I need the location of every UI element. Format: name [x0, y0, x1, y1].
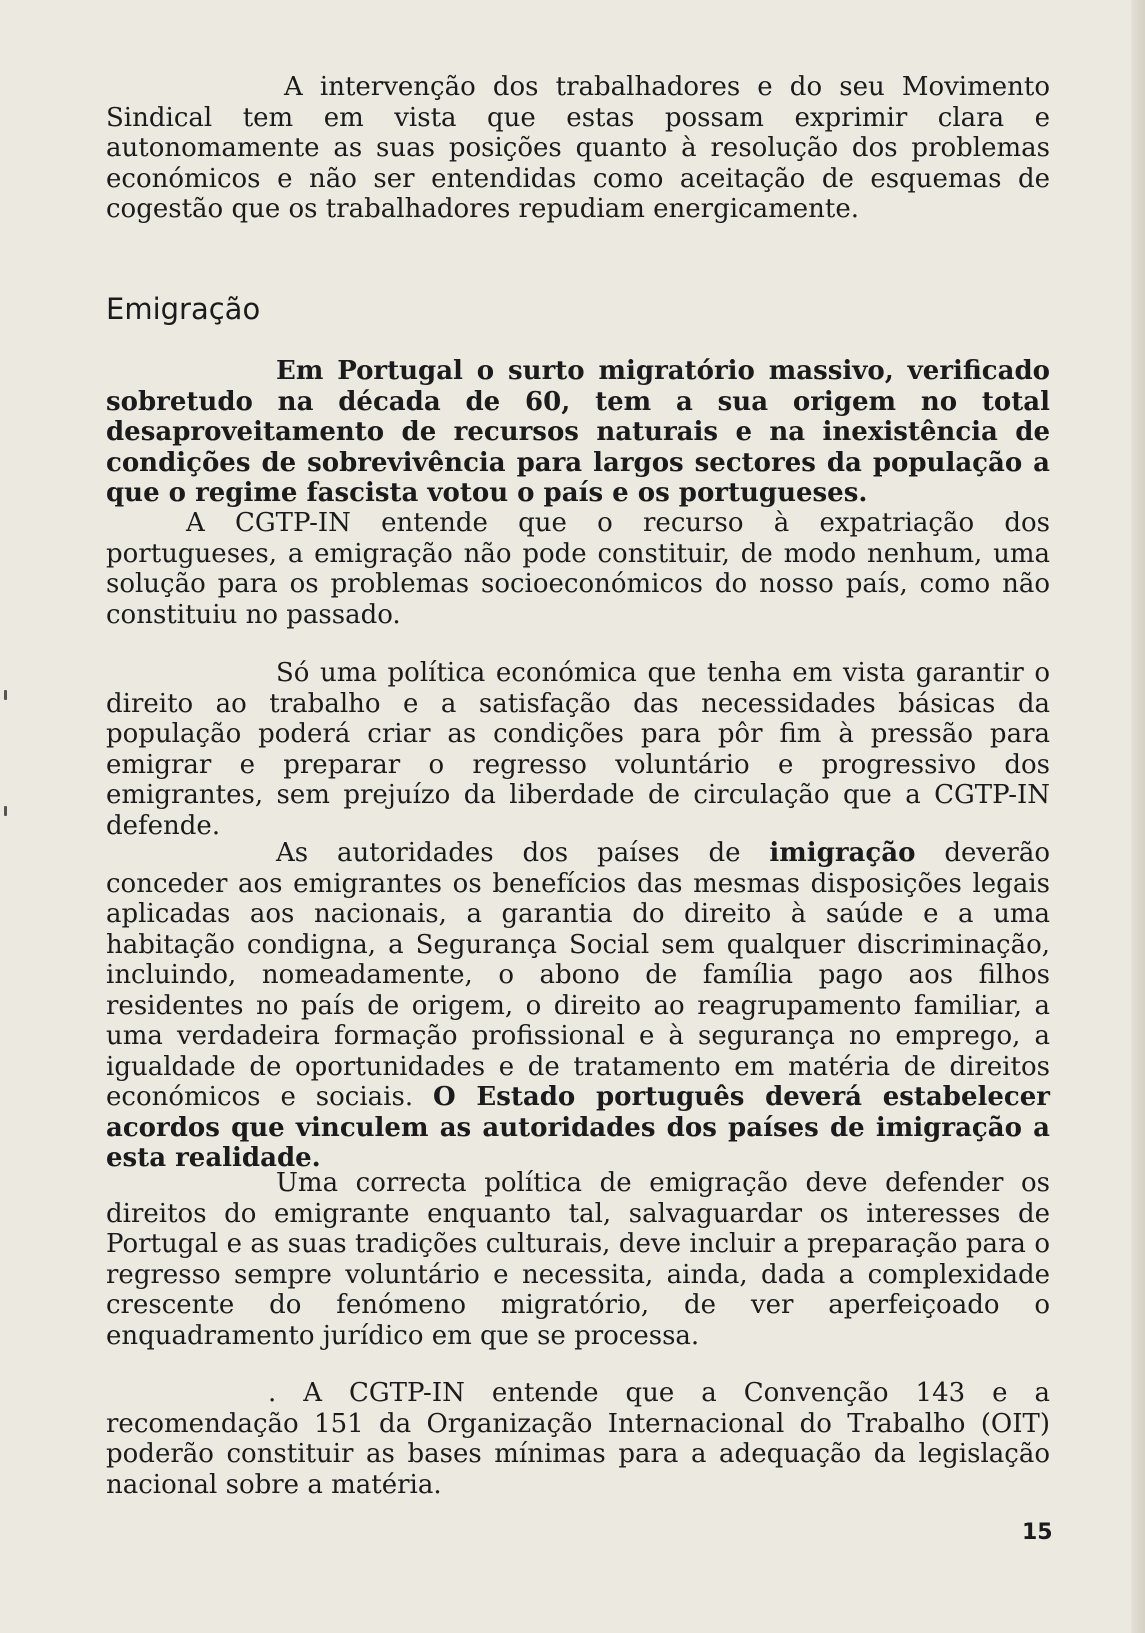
- paragraph-convencao: . A CGTP-IN entende que a Convenção 143 e a recomendação 151 da Organização Internacional do Trabalho (OIT) poderão constituir as bases mínimas para a adequação da legislação nacional sobre a matéria.: [106, 1378, 1050, 1500]
- page-edge: [1131, 0, 1145, 1633]
- section-heading-emigracao: Emigração: [106, 292, 261, 326]
- paragraph-autoridades: As autoridades dos países de imigração deverão conceder aos emigrantes os benefícios das mesmas disposições legais aplicadas aos nacionais, a garantia do direito à saúde e a uma habitação condigna, a Segurança Social sem qualquer discriminação, incluindo, nomeadamente, o abono de família pago aos filhos residentes no país de origem, o direito ao reagrupamento familiar, a uma verdadeira formação profissional e à segurança no emprego, a igualdade de oportunidades e de tratamento em matéria de direitos económicos e sociais. O Estado português deverá estabelecer acordos que vinculem as autoridades dos países de imigração a esta realidade.: [106, 838, 1051, 1173]
- margin-mark: [4, 806, 7, 816]
- bold-sentence-estado: O Estado português deverá estabelecer acordos que vinculem as autoridades dos países de imigração a esta realidade.: [106, 1082, 1051, 1173]
- page-number: 15: [1022, 1520, 1053, 1545]
- paragraph-intervencao: A intervenção dos trabalhadores e do seu Movimento Sindical tem em vista que estas possam exprimir clara e autonomamente as suas posições quanto à resolução dos problemas económicos e não ser entendidas como aceitação de esquemas de cogestão que os trabalhadores repudiam energicamente.: [106, 72, 1050, 224]
- paragraph-politica-emigracao: Uma correcta política de emigração deve defender os direitos do emigrante enquanto tal, salvaguardar os interesses de Portugal e as suas tradições culturais, deve incluir a preparação para o regresso sempre voluntário e necessita, ainda, dada a complexidade crescente do fenómeno migratório, de ver aperfeiçoado o enquadramento jurídico em que se processa.: [106, 1168, 1050, 1351]
- paragraph-surto-migratorio: Em Portugal o surto migratório massivo, verificado sobretudo na década de 60, tem a sua origem no total desaproveitamento de recursos naturais e na inexistência de condições de sobrevivência para largos sectores da população a que o regime fascista votou o país e os portugueses.: [106, 356, 1050, 508]
- paragraph-expatriacao: A CGTP-IN entende que o recurso à expatriação dos portugueses, a emigração não pode constituir, de modo nenhum, uma solução para os problemas socioeconómicos do nosso país, como não constituiu no passado.: [106, 508, 1050, 630]
- bold-word-imigracao: imigração: [769, 838, 916, 868]
- margin-mark: [4, 690, 7, 700]
- paragraph-politica-economica: Só uma política económica que tenha em vista garantir o direito ao trabalho e a satisfação das necessidades básicas da população poderá criar as condições para pôr fim à pressão para emigrar e preparar o regresso voluntário e progressivo dos emigrantes, sem prejuízo da liberdade de circulação que a CGTP-IN defende.: [106, 658, 1050, 841]
